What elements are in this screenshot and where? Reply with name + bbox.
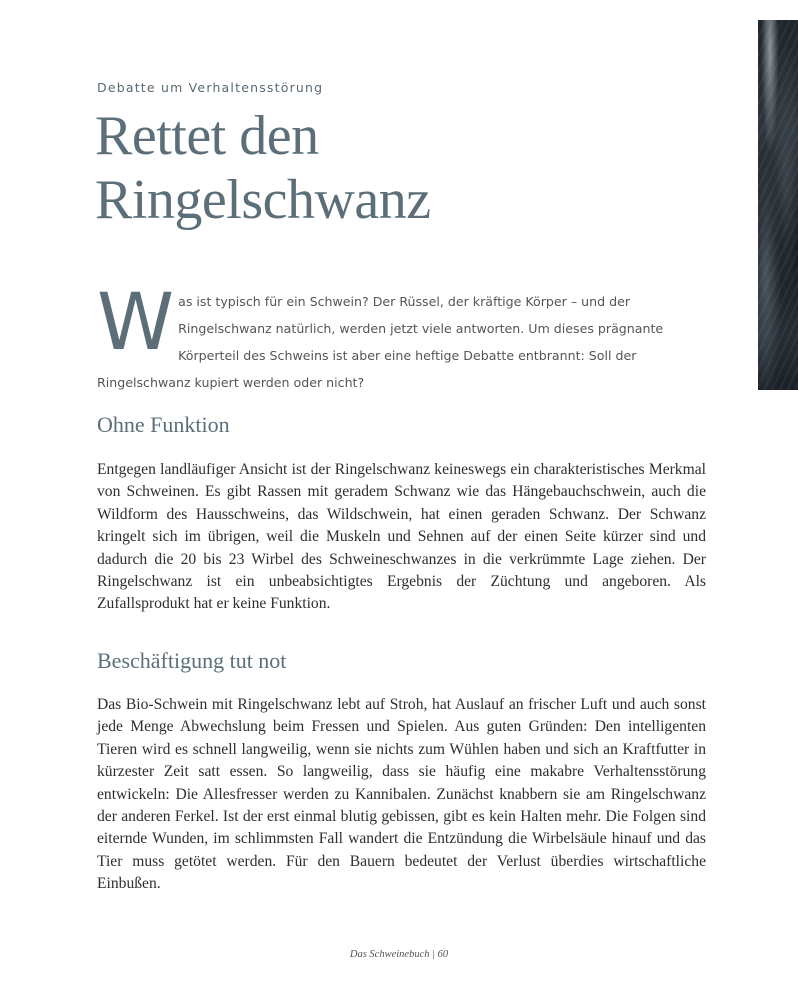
section-heading-beschaeftigung: Beschäftigung tut not xyxy=(97,648,287,673)
pig-photo-crop xyxy=(758,20,798,390)
page-footer xyxy=(0,949,798,960)
section-body-beschaeftigung: Das Bio-Schwein mit Ringelschwanz lebt auf Stroh, hat Auslauf an frischer Luft und auch sonst jede Menge Abwechslung beim Fressen und Spielen. Aus guten Gründen: Den intelligenten Tieren wird es schnell langweilig, wenn sie nichts zum Wühlen haben und sich an Kraftfutter in kürzester Zeit satt essen. So langweilig, dass sie häufig eine makabre Verhaltensstörung entwickeln: Die Allesfresser werden zu Kannibalen. Zunächst knabbern sie am Ringelschwanz der anderen Ferkel. Ist der erst einmal blutig gebissen, gibt es kein Halten mehr. Die Folgen sind eiternde Wunden, im schlimmsten Fall wandert die Entzündung die Wirbelsäule hinauf und das Tier muss getötet werden. Für den Bauern bedeutet der Verlust überdies wirtschaftliche Einbußen. xyxy=(97,696,706,893)
section-heading-ohne-funktion: Ohne Funktion xyxy=(97,412,230,437)
intro-paragraph xyxy=(97,278,707,396)
section-body-ohne-funktion: Entgegen landläufiger Ansicht ist der Ringelschwanz keineswegs ein charakteristisches Merkmal von Schweinen. Es gibt Rassen mit geradem Schwanz wie das Hängebauchschwein, auch die Wildform des Hausschweins, das Wildschwein, hat einen geraden Schwanz. Der Schwanz kringelt sich im übrigen, weil die Muskeln und Sehnen auf der einen Seite kürzer sind und dadurch die 20 bis 23 Wirbel des Schweineschwanzes in die verkrümmte Lage ziehen. Der Ringelschwanz ist ein unbeabsichtigtes Ergebnis der Züchtung und angeboren. Als Zufallsprodukt hat er keine Funktion. xyxy=(97,461,706,613)
page-number: 60 xyxy=(437,949,449,960)
article-kicker: Debatte um Verhaltensstörung xyxy=(97,80,324,95)
article-headline xyxy=(95,104,431,232)
headline-line-2: Ringelschwanz xyxy=(95,169,431,231)
drop-cap: W xyxy=(97,278,175,368)
intro-text: as ist typisch für ein Schwein? Der Rüssel, der kräftige Körper – und der Ringelschwanz natürlich, werden jetzt viele antworten. Um dieses prägnante Körperteil des Schweins ist aber eine heftige Debatte entbrannt: Soll der Ringelschwanz kupiert werden oder nicht? xyxy=(97,294,664,390)
footer-separator: | xyxy=(432,949,435,960)
footer-book-title: Das Schweinebuch xyxy=(349,949,430,960)
headline-line-1: Rettet den xyxy=(95,105,319,167)
